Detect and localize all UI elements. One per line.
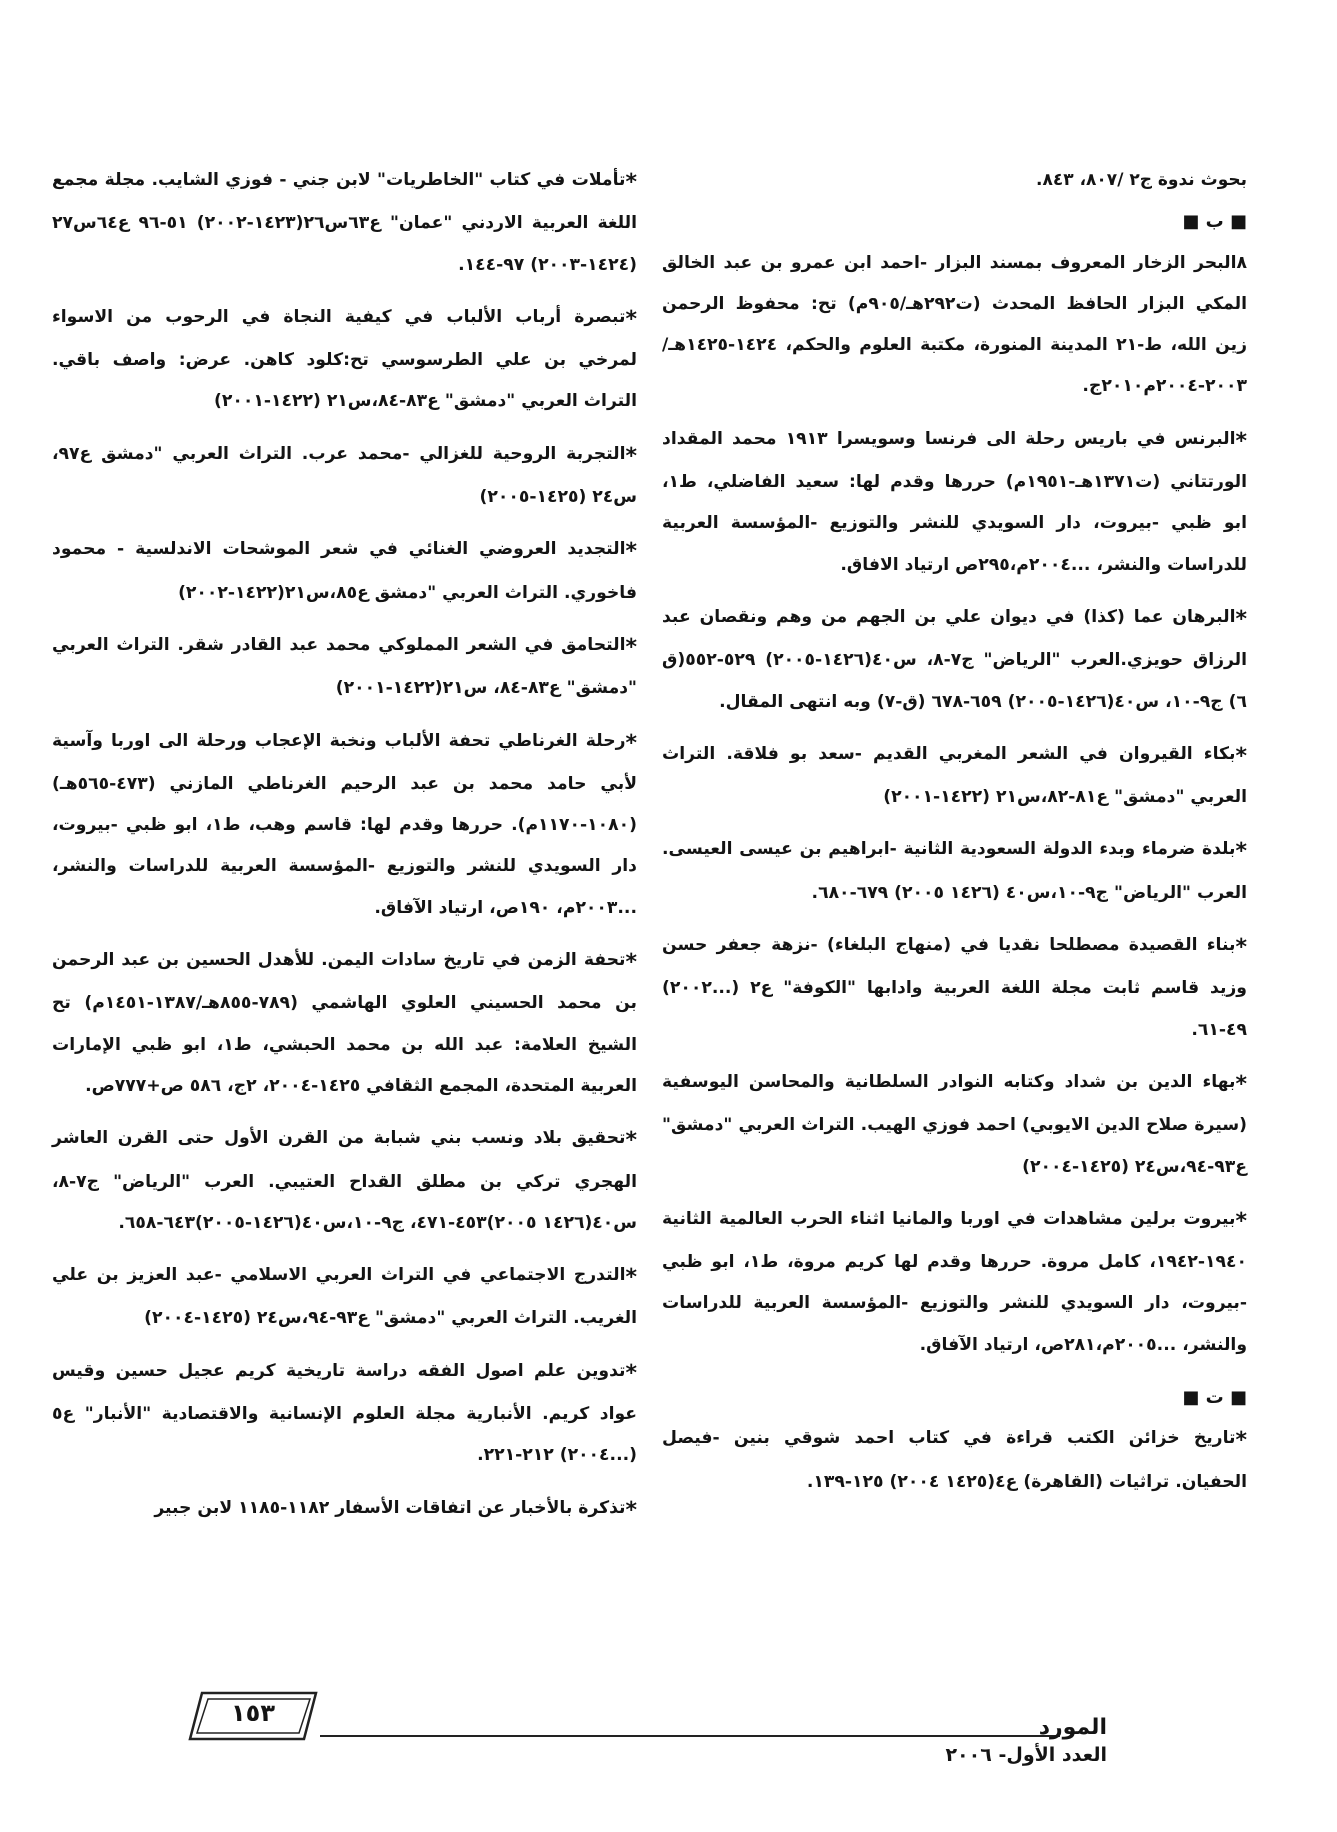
bibliography-entry [662,734,1247,819]
bibliography-entry [52,721,637,929]
asterisk-icon: * [1235,1071,1247,1097]
asterisk-icon: * [1235,606,1247,632]
bibliography-entry [662,1199,1247,1366]
section-heading-ta: ■ ت ■ [1182,1387,1247,1409]
asterisk-icon: * [625,730,637,756]
asterisk-icon: * [1235,428,1247,454]
bibliography-entry [52,940,637,1107]
entry-text: التحامق في الشعر المملوكي محمد عبد القادر شقر. التراث العربي "دمشق" ع٨٣-٨٤، س٢١(١٤٢٢-٢٠٠١) [52,634,637,699]
asterisk-icon: * [625,1128,637,1154]
bibliography-entry [662,597,1247,723]
journal-issue: العدد الأول- ٢٠٠٦ [945,1744,1107,1766]
bibliography-entry [52,434,637,519]
bibliography-entry [662,1418,1247,1503]
section-heading-ba: ■ ب ■ [1182,211,1247,233]
running-head: بحوث ندوة ج٢ /٨٠٧، ٨٤٣. [1036,170,1247,190]
bibliography-entry [662,243,1247,408]
asterisk-icon: * [625,1360,637,1386]
entry-text: تاريخ خزائن الكتب قراءة في كتاب احمد شوقي بنين -فيصل الحفيان. تراثيات (القاهرة) ع٤(١٤٢٥ ٢٠٠٤) ١٢٥-١٣٩. [662,1428,1247,1492]
entry-text: ٨البحر الزخار المعروف بمسند البزار -احمد ابن عمرو بن عبد الخالق المكي البزار الحافظ المحدث (ت٢٩٢هـ/٩٠٥م) تح: محفوظ الرحمن زين الله، ط-٢١ المدينة المنورة، مكتبة العلوم والحكم، ١٤٢٤-١٤٢٥هـ/٢٠٠٣-٢٠٠٤م٢٠١٠ج. [662,252,1247,397]
bibliography-entry [52,625,637,710]
page-number: ١٥٣ [231,1699,275,1727]
page-number-box [188,1687,318,1745]
entry-text: رحلة الغرناطي تحفة الألباب ونخبة الإعجاب ورحلة الى اوربا وآسية لأبي حامد محمد بن عبد الرحيم الغرناطي المازني (٤٧٣-٥٦٥هـ) (١٠٨٠-١١٧٠م). حررها وقدم لها: قاسم وهب، ط١، ابو ظبي -بيروت، دار السويدي للنشر والتوزيع -المؤسسة العربية للدراسات والنشر، ...٢٠٠٣م، ١٩٠ص، ارتياد الآفاق. [52,730,637,918]
bibliography-entry [52,1118,637,1244]
bibliography-entry [52,1255,637,1340]
entry-text: التدرج الاجتماعي في التراث العربي الاسلامي -عبد العزيز بن علي الغريب. التراث العربي "دمشق" ع٩٣-٩٤،س٢٤ (١٤٢٥-٢٠٠٤) [52,1265,637,1329]
left-column [52,160,637,1542]
entry-text: التجديد العروضي الغنائي في شعر الموشحات الاندلسية - محمود فاخوري. التراث العربي "دمشق ع٨٥،س٢١(١٤٢٢-٢٠٠٢) [52,539,637,603]
entry-text: تحفة الزمن في تاريخ سادات اليمن. للأهدل الحسين بن عبد الرحمن بن محمد الحسيني العلوي الهاشمي (٧٨٩-٨٥٥هـ/١٣٨٧-١٤٥١م) تح الشيخ العلامة: عبد الله بن محمد الحبشي، ط١، ابو ظبي الإمارات العربية المتحدة، المجمع الثقافي ١٤٢٥-٢٠٠٤، ٢ج، ٥٨٦ ص+٧٧٧ص. [52,950,637,1096]
entry-text: تبصرة أرباب الألباب في كيفية النجاة في الرحوب من الاسواء لمرخي بن علي الطرسوسي تح:كلود كاهن. عرض: واصف باقي. التراث العربي "دمشق" ع٨٣-٨٤،س٢١ (١٤٢٢-٢٠٠١) [52,306,637,412]
entry-text: البرهان عما (كذا) في ديوان علي بن الجهم من وهم ونقصان عبد الرزاق حويزي.العرب "الرياض" ج٧-٨، س٤٠(١٤٢٦-٢٠٠٥) ٥٢٩-٥٥٢(ق ٦) ج٩-١٠، س٤٠(١٤٢٦-٢٠٠٥) ٦٥٩-٦٧٨ (ق-٧) وبه انتهى المقال. [662,606,1248,712]
asterisk-icon: * [625,1265,637,1291]
bibliography-entry [52,1351,637,1477]
asterisk-icon: * [1235,1208,1247,1234]
entry-text: بيروت برلين مشاهدات في اوربا والمانيا اثناء الحرب العالمية الثانية ١٩٤٠-١٩٤٢، كامل مروة. حررها وقدم لها كريم مروة، ط١، ابو ظبي -بيروت، دار السويدي للنشر والتوزيع -المؤسسة العربية للدراسات والنشر، ...٢٠٠٥م،٢٨١ص، ارتياد الآفاق. [662,1208,1247,1355]
bibliography-entry [52,529,637,614]
entry-text: تدوين علم اصول الفقه دراسة تاريخية كريم عجيل حسين وقيس عواد كريم. الأنبارية مجلة العلوم الإنسانية والاقتصادية "الأنبار" ع٥ (...٢٠٠٤) ٢١٢-٢٢١. [52,1360,637,1466]
entry-text: بكاء القيروان في الشعر المغربي القديم -سعد بو فلاقة. التراث العربي "دمشق" ع٨١-٨٢،س٢١ (١٤٢٢-٢٠٠١) [662,743,1247,808]
bibliography-entry [52,297,637,423]
entry-text: التجربة الروحية للغزالي -محمد عرب. التراث العربي "دمشق ع٩٧، س٢٤ (١٤٢٥-٢٠٠٥) [52,443,637,508]
bibliography-entry [662,829,1247,914]
bibliography-entry [662,419,1247,586]
journal-info [945,1715,1107,1769]
journal-name: المورد [1038,1715,1107,1740]
asterisk-icon: * [625,634,637,660]
entry-text: البرنس في باريس رحلة الى فرنسا وسويسرا ١٩١٣ محمد المقداد الورتتاني (ت١٣٧١هـ-١٩٥١م) حررها وقدم لها: سعيد الفاضلي، ط١، ابو ظبي -بيروت، دار السويدي للنشر والتوزيع -المؤسسة العربية للدراسات والنشر، ...٢٠٠٤م،٢٩٥ص ارتياد الافاق. [662,428,1247,575]
entry-text: تحقيق بلاد ونسب بني شبابة من القرن الأول حتى القرن العاشر الهجري تركي بن مطلق القداح العتيبي. العرب "الرياض" ج٧-٨، س٤٠(١٤٢٦ ٢٠٠٥)٤٥٣-٤٧١، ج٩-١٠،س٤٠(١٤٢٦-٢٠٠٥)٦٤٣-٦٥٨. [52,1128,637,1233]
entry-text: تأملات في كتاب "الخاطريات" لابن جني - فوزي الشايب. مجلة مجمع اللغة العربية الاردني "عمان" ع٦٣س٢٦(١٤٢٣-٢٠٠٢) ٥١-٩٦ ع٦٤س٢٧ (١٤٢٤-٢٠٠٣) ٩٧-١٤٤. [52,170,637,275]
asterisk-icon: * [1235,935,1247,961]
bibliography-entry [52,160,637,286]
bibliography-entry [662,925,1247,1051]
asterisk-icon: * [625,443,637,469]
asterisk-icon: * [625,539,637,565]
entry-text: بلدة ضرماء وبدء الدولة السعودية الثانية -ابراهيم بن عيسى العيسى. العرب "الرياض" ج٩-١٠،س٤٠ (١٤٢٦ ٢٠٠٥) ٦٧٩-٦٨٠. [662,839,1247,903]
bibliography-entry [52,1488,637,1531]
right-column [662,160,1247,1514]
asterisk-icon: * [625,170,637,195]
asterisk-icon: * [1235,1428,1247,1454]
asterisk-icon: * [625,1497,637,1523]
entry-text: بهاء الدين بن شداد وكتابه النوادر السلطانية والمحاسن اليوسفية (سيرة صلاح الدين الايوبي) احمد فوزي الهيب. التراث العربي "دمشق" ع٩٣-٩٤،س٢٤ (١٤٢٥-٢٠٠٤) [662,1071,1247,1177]
entry-text: بناء القصيدة مصطلحا نقديا في (منهاج البلغاء) -نزهة جعفر حسن وزيد قاسم ثابت مجلة اللغة العربية وادابها "الكوفة" ع٢ (...٢٠٠٢) ٤٩-٦١. [662,935,1247,1040]
asterisk-icon: * [625,306,637,332]
bibliography-entry [662,1062,1247,1188]
entry-text: تذكرة بالأخبار عن اتفاقات الأسفار ١١٨٢-١١٨٥ لابن جبير [154,1497,626,1518]
asterisk-icon: * [1235,839,1247,865]
asterisk-icon: * [625,950,637,976]
asterisk-icon: * [1235,743,1247,769]
page-footer [0,1655,1337,1775]
